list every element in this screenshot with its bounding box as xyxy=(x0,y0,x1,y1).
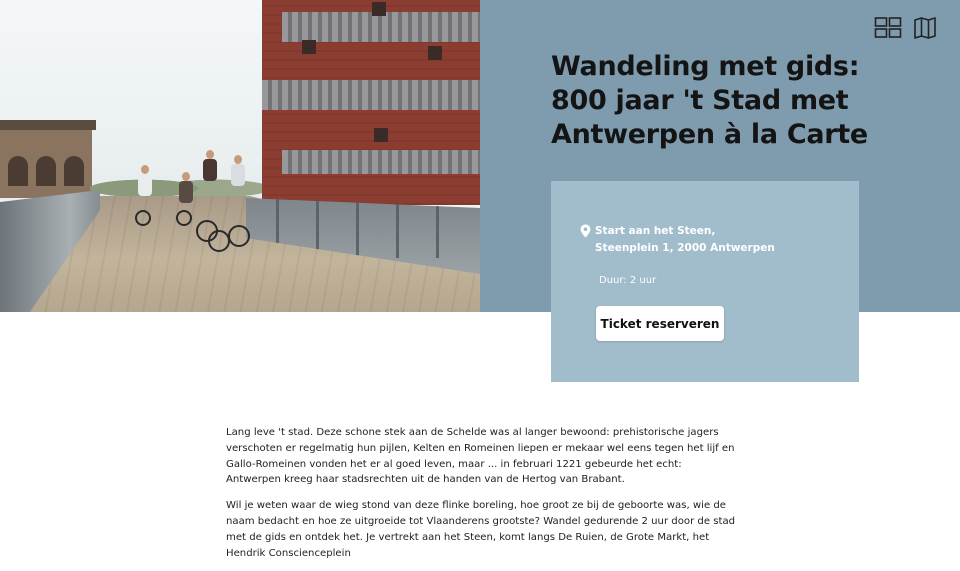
duration-text: Duur: 2 uur xyxy=(599,275,657,286)
page-title xyxy=(551,50,931,152)
ticket-reserve-button[interactable]: Ticket reserveren xyxy=(596,306,724,341)
title-line: Antwerpen à la Carte xyxy=(551,119,868,150)
location-pin-icon xyxy=(580,224,591,238)
photo-museum-tower xyxy=(262,0,480,205)
hero-photo xyxy=(0,0,480,312)
body-paragraph: Lang leve 't stad. Deze schone stek aan de Schelde was al langer bewoond: prehistorische jagers verschoten er regelmatig hun pijlen, Kelten en Romeinen liepen er mekaar wel eens tegen het lijf en Gallo-Romeinen vonden het er al goed leven, maar ... in februari 1221 gebeurde het echt: Antwerpen kreeg haar stadsrechten uit de handen van de Hertog van Brabant. xyxy=(226,427,735,486)
photo-old-building xyxy=(0,128,92,198)
grid-view-icon[interactable] xyxy=(874,16,904,42)
title-line: 800 jaar 't Stad met xyxy=(551,85,849,116)
map-icon[interactable] xyxy=(913,16,943,42)
location-line: Steenplein 1, 2000 Antwerpen xyxy=(595,242,775,254)
article-body xyxy=(226,425,738,571)
title-line: Wandeling met gids: xyxy=(551,51,860,82)
location-line: Start aan het Steen, xyxy=(595,225,716,237)
body-paragraph: Wil je weten waar de wieg stond van deze flinke boreling, hoe groot ze bij de geboorte was, wie de naam bedacht en hoe ze uitgroeide tot Vlaanderens grootste? Wandel gedurende 2 uur door de stad met de gids en ontdek het. Je vertrekt aan het Steen, komt langs De Ruien, de Grote Markt, het Hendrik Conscienceplein xyxy=(226,500,736,559)
start-location xyxy=(595,223,845,257)
info-card xyxy=(551,181,859,382)
